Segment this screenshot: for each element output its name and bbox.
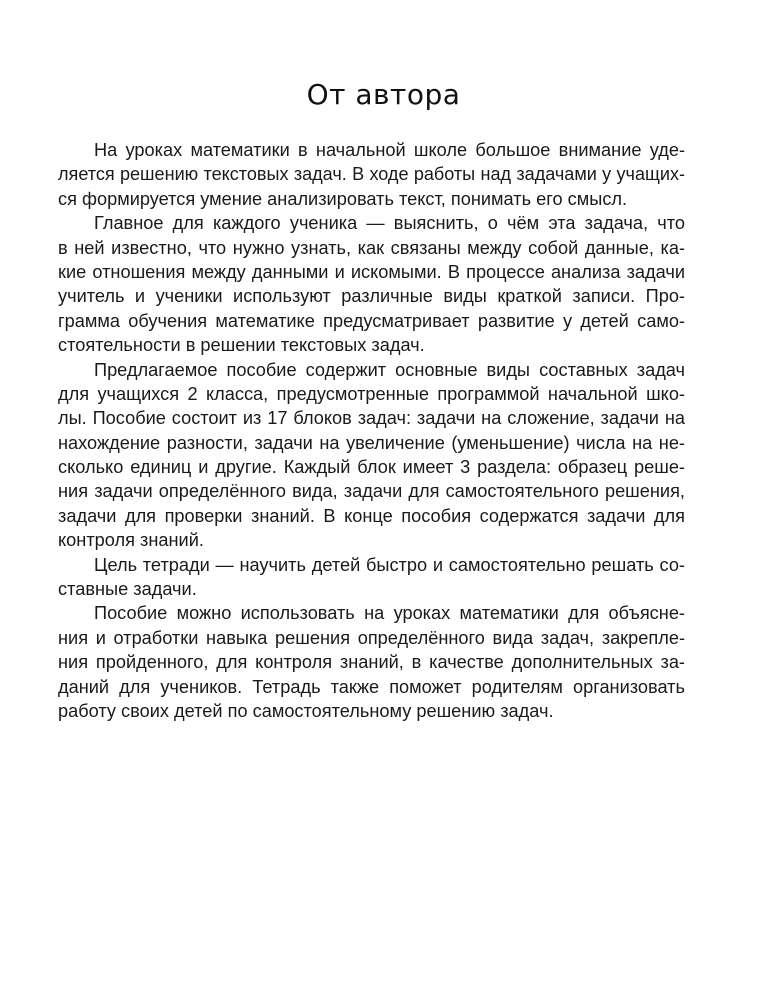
text-line: ставные задачи.: [58, 579, 197, 600]
text-line: стоятельности в решении текстовых задач.: [58, 335, 425, 356]
text-line: учитель и ученики используют различные виды краткой записи. Про-: [58, 286, 685, 307]
text-line: в ней известно, что нужно узнать, как связаны между собой данные, ка-: [58, 237, 685, 258]
text-line: ния и отработки навыка решения определённого вида задач, закрепле-: [58, 627, 685, 648]
body-text: [58, 138, 685, 723]
text-line: ния пройденного, для контроля знаний, в качестве дополнительных за-: [58, 652, 685, 673]
text-line: ния задачи определённого вида, задачи для самостоятельного решения,: [58, 481, 685, 502]
text-line: Главное для каждого ученика — выяснить, о чём эта задача, что: [94, 213, 685, 234]
text-line: для учащихся 2 класса, предусмотренные программой начальной шко-: [58, 383, 685, 404]
text-line: ся формируется умение анализировать текст, понимать его смысл.: [58, 188, 628, 209]
text-line: Предлагаемое пособие содержит основные виды составных задач: [94, 359, 685, 380]
page-title: От автора: [306, 78, 461, 111]
text-line: кие отношения между данными и искомыми. В процессе анализа задачи: [58, 261, 685, 282]
text-line: лы. Пособие состоит из 17 блоков задач: задачи на сложение, задачи на: [58, 408, 685, 429]
text-line: контроля знаний.: [58, 530, 204, 551]
text-line: нахождение разности, задачи на увеличение (уменьшение) числа на не-: [58, 432, 685, 453]
text-line: сколько единиц и другие. Каждый блок имеет 3 раздела: образец реше-: [58, 457, 685, 478]
text-line: На уроках математики в начальной школе большое внимание уде-: [94, 140, 685, 160]
text-line: грамма обучения математике предусматривает развитие у детей само-: [58, 310, 685, 331]
text-line: даний для учеников. Тетрадь также поможет родителям организовать: [58, 676, 685, 697]
text-line: Цель тетради — научить детей быстро и самостоятельно решать со-: [94, 554, 685, 575]
text-line: работу своих детей по самостоятельному решению задач.: [58, 700, 554, 721]
text-line: Пособие можно использовать на уроках математики для объясне-: [94, 603, 685, 624]
text-line: ляется решению текстовых задач. В ходе работы над задачами у учащих-: [58, 164, 685, 185]
text-line: задачи для проверки знаний. В конце пособия содержатся задачи для: [58, 505, 685, 526]
